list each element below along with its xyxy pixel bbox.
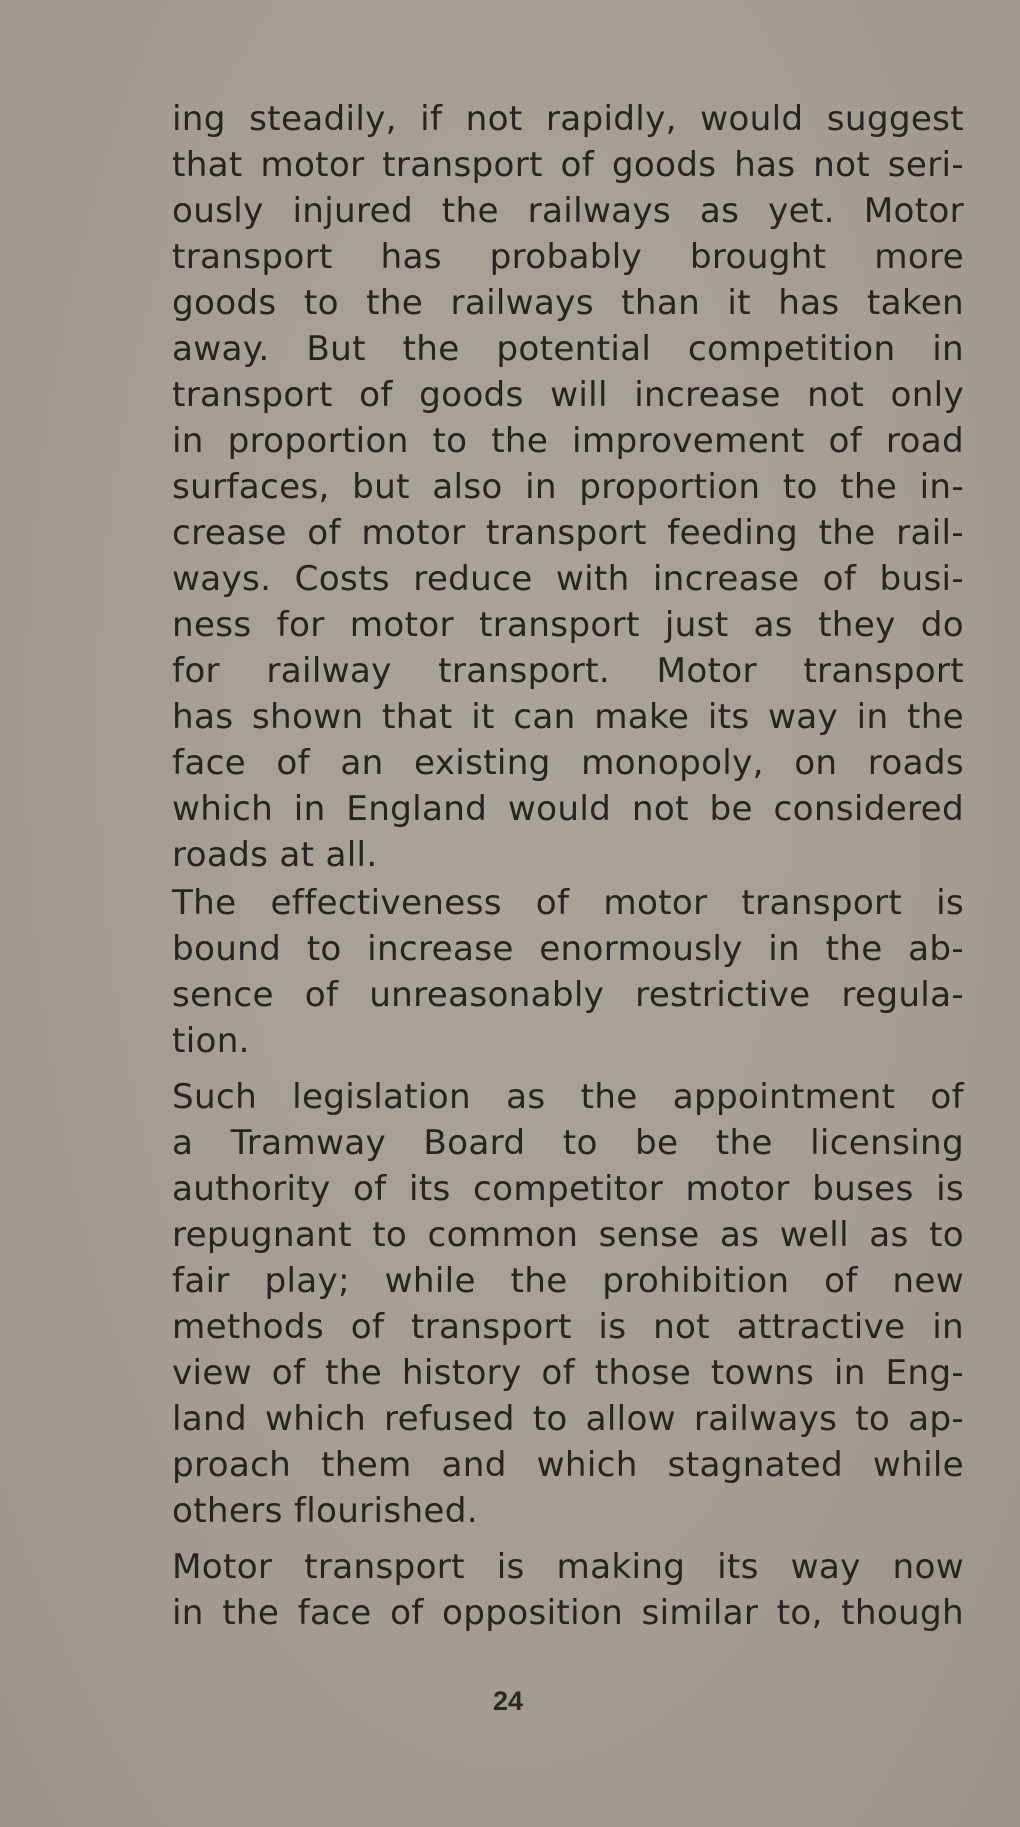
text-line: land which refused to allow railways to ap-	[172, 1399, 964, 1439]
text-line: view of the history of those towns in Eng-	[172, 1353, 964, 1393]
text-line: surfaces, but also in proportion to the in-	[172, 467, 964, 507]
text-line: ously injured the railways as yet. Motor	[172, 191, 964, 231]
text-line: methods of transport is not attractive in	[172, 1307, 964, 1347]
text-line: that motor transport of goods has not seri-	[172, 145, 964, 185]
text-line: The effectiveness of motor transport is	[172, 883, 964, 923]
text-line: transport of goods will increase not only	[172, 375, 964, 415]
paragraph	[172, 1074, 964, 1534]
text-line: goods to the railways than it has taken	[172, 283, 964, 323]
text-line: crease of motor transport feeding the rail-	[172, 513, 964, 553]
text-line: authority of its competitor motor buses is	[172, 1169, 964, 1209]
text-line: sence of unreasonably restrictive regula-	[172, 975, 964, 1015]
text-line: proach them and which stagnated while	[172, 1445, 964, 1485]
page-number: 24	[492, 1686, 524, 1716]
text-line: others flourished.	[172, 1491, 478, 1531]
text-line: bound to increase enormously in the ab-	[172, 929, 964, 969]
text-line: repugnant to common sense as well as to	[172, 1215, 964, 1255]
text-line: ing steadily, if not rapidly, would suggest	[172, 99, 964, 139]
paragraph	[172, 96, 964, 878]
text-line: transport has probably brought more	[172, 237, 964, 277]
body-text	[172, 96, 964, 1636]
text-line: away. But the potential competition in	[172, 329, 964, 369]
paragraph	[172, 880, 964, 1064]
paragraph	[172, 1544, 964, 1636]
text-line: which in England would not be considered	[172, 789, 964, 829]
text-line: a Tramway Board to be the licensing	[172, 1123, 964, 1163]
text-line: in the face of opposition similar to, though	[172, 1593, 964, 1633]
text-line: tion.	[172, 1021, 250, 1061]
text-line: for railway transport. Motor transport	[172, 651, 964, 691]
text-line: in proportion to the improvement of road	[172, 421, 964, 461]
text-line: Such legislation as the appointment of	[172, 1077, 964, 1117]
text-line: roads at all.	[172, 835, 378, 875]
text-line: fair play; while the prohibition of new	[172, 1261, 964, 1301]
text-line: face of an existing monopoly, on roads	[172, 743, 964, 783]
text-line: Motor transport is making its way now	[172, 1547, 964, 1587]
text-line: has shown that it can make its way in the	[172, 697, 964, 737]
text-line: ness for motor transport just as they do	[172, 605, 964, 645]
text-line: ways. Costs reduce with increase of busi-	[172, 559, 964, 599]
